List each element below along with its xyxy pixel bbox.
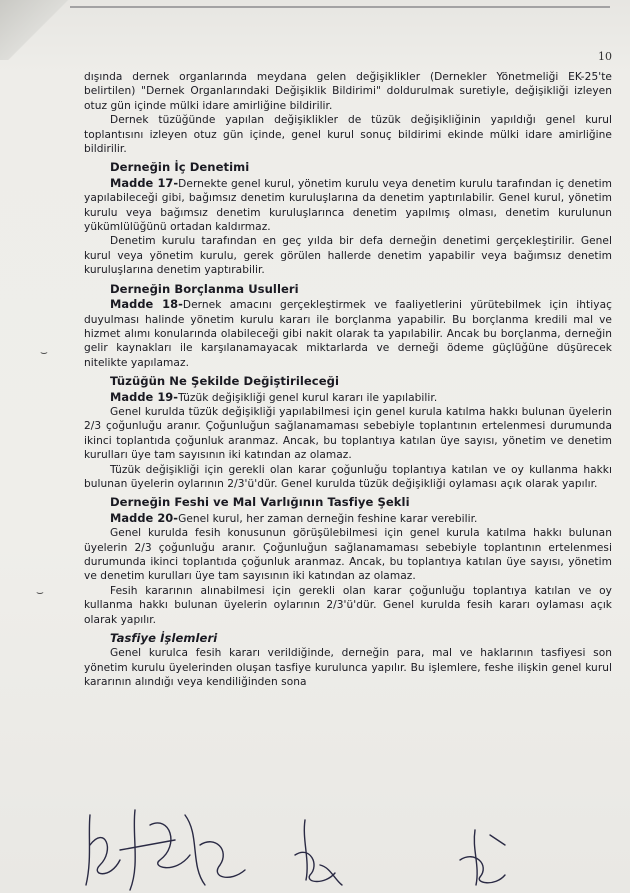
article-paragraph [84, 297, 612, 370]
signatures-drawing [80, 805, 620, 893]
article-label: Madde 19- [110, 389, 179, 404]
handwritten-signatures [80, 805, 620, 893]
section-heading: Tüzüğün Ne Şekilde Değiştirileceği [110, 374, 339, 389]
body-paragraph: Dernek tüzüğünde yapılan değişiklikler de tüzük değişikliğinin yapıldığı genel kurul toplantısını izleyen otuz gün içinde, genel kurul sonuç bildirimi ekinde mülki idare amirliğine bildirilir. [84, 114, 612, 156]
top-rule [70, 6, 610, 8]
body-paragraph: Fesih kararının alınabilmesi için gerekli olan karar çoğunluğu toplantıya katılan ve oy kullanma hakkı bulunan üyelerin oylarının 2/3'ü'dür. Genel kurulda fesih kararı oylaması açık olarak yapılır. [84, 584, 612, 626]
page-number: 10 [598, 50, 612, 63]
margin-tick-mark: ⌣ [40, 345, 48, 359]
body-paragraph: Genel kurulda tüzük değişikliği yapılabilmesi için genel kurula katılma hakkı bulunan üyelerin 2/3 çoğunluğu aranır. Çoğunluğun sağlanamaması sebebiyle toplantının ertelenmesi durumunda ikinci toplantıda çoğunluk aranmaz. Ancak, bu toplantıya katılan üye sayısı, yönetim ve denetim kurulları üye tam sayısının iki katından az olamaz. [84, 405, 612, 462]
page-corner-fold [0, 0, 90, 60]
article-label: Madde 20- [110, 510, 179, 525]
body-paragraph: Genel kurulda fesih konusunun görüşülebilmesi için genel kurula katılma hakkı bulunan üyelerin 2/3 çoğunluğu aranır. Çoğunluğun sağlanamaması sebebiyle toplantının ertelenmesi durumunda ikinci toplantıda çoğunluk aranmaz. Ancak, bu toplantıya katılan üye sayısı, yönetim ve denetim kurulları üye tam sayısının iki katından az olamaz. [84, 527, 612, 583]
article-text: Genel kurul, her zaman derneğin feshine karar verebilir. [178, 512, 478, 525]
section-heading: Derneğin İç Denetimi [110, 160, 250, 175]
body-paragraph: Tüzük değişikliği için gerekli olan karar çoğunluğu toplantıya katılan ve oy kullanma hakkı bulunan üyelerin oylarının 2/3'ü'dür. Genel kurulda tüzük değişikliği oylaması açık olarak yapılır. [84, 463, 612, 490]
body-paragraph: Genel kurulca fesih kararı verildiğinde, derneğin para, mal ve haklarının tasfiyesi son yönetim kurulu üyelerinden oluşan tasfiye kurulunca yapılır. Bu işlemlere, feshe ilişkin genel kurul kararının alındığı veya kendiliğinden sona [84, 647, 612, 689]
document-body [84, 70, 612, 690]
article-paragraph [84, 511, 612, 526]
article-paragraph [84, 176, 612, 235]
article-paragraph [84, 390, 612, 405]
article-text: Dernek amacını gerçekleştirmek ve faaliyetlerini yürütebilmek için ihtiyaç duyulması halinde yönetim kurulu kararı ile borçlanma yapabilir. Bu borçlanma kredili mal ve hizmet alımı konularında olabileceği gibi nakit olarak ta yapılabilir. Ancak bu borçlanma, derneğin gelir kaynakları ile karşılanamayacak miktarlarda ve derneği ödeme güçlüğüne düşürecek nitelikte yapılamaz. [84, 299, 612, 369]
article-label: Madde 18- [110, 297, 183, 312]
body-paragraph: dışında dernek organlarında meydana gelen değişiklikler (Dernekler Yönetmeliği EK-25'te belirtilen) "Dernek Organlarındaki Değişiklik Bildirimi" doldurulmak suretiyle, değişikliği izleyen otuz gün içinde mülki idare amirliğine bildirilir. [84, 71, 612, 112]
margin-tick-mark: ⌣ [36, 585, 44, 599]
article-text: Dernekte genel kurul, yönetim kurulu veya denetim kurulu tarafından iç denetim yapılabileceği gibi, bağımsız denetim kuruluşlarına da denetim yaptırılabilir. Genel kurul, yönetim kurulu veya bağımsız denetim kuruluşlarınca denetim yapılmış olması, denetim kurulunun yükümlülüğünü ortadan kaldırmaz. [84, 177, 612, 234]
article-label: Madde 17- [110, 175, 179, 190]
section-heading: Tasfiye İşlemleri [110, 631, 218, 646]
article-text: Tüzük değişikliği genel kurul kararı ile yapılabilir. [178, 391, 438, 404]
section-heading: Derneğin Feshi ve Mal Varlığının Tasfiye Şekli [110, 495, 410, 510]
section-heading: Derneğin Borçlanma Usulleri [110, 281, 299, 296]
body-paragraph: Denetim kurulu tarafından en geç yılda bir defa derneğin denetimi gerçekleştirilir. Genel kurul veya yönetim kurulu, gerek görülen hallerde denetim yapabilir veya bağımsız denetim kuruluşlarına denetim yaptırabilir. [84, 235, 612, 277]
